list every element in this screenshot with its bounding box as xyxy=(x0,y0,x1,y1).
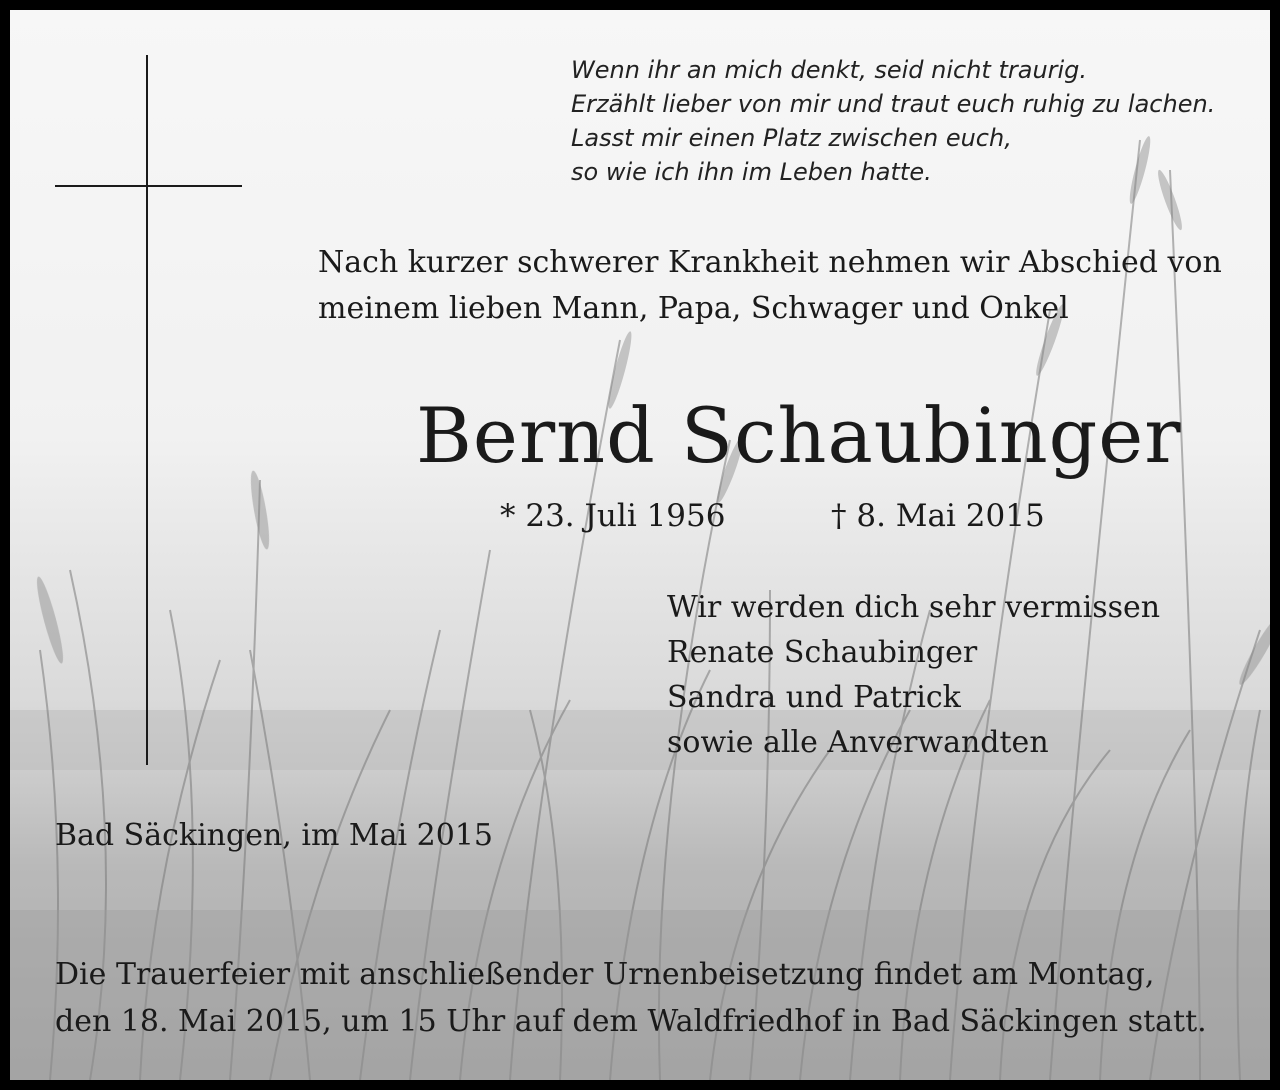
ceremony-notice xyxy=(55,951,1207,1045)
poem-line: Wenn ihr an mich denkt, seid nicht traurig. xyxy=(571,56,1088,84)
ceremony-line: den 18. Mai 2015, um 15 Uhr auf dem Waldfriedhof in Bad Säckingen statt. xyxy=(55,1004,1207,1039)
place-date: Bad Säckingen, im Mai 2015 xyxy=(55,818,494,853)
signature-line: sowie alle Anverwandten xyxy=(667,725,1049,760)
intro-line: Nach kurzer schwerer Krankheit nehmen wir Abschied von xyxy=(318,245,1222,280)
obituary-card xyxy=(10,10,1270,1080)
poem-line: Erzählt lieber von mir und traut euch ruhig zu lachen. xyxy=(571,90,1216,118)
signature-block xyxy=(667,585,1160,765)
poem xyxy=(571,53,1215,189)
birth-date: * 23. Juli 1956 xyxy=(500,498,726,534)
signature-line: Renate Schaubinger xyxy=(667,635,978,670)
poem-line: so wie ich ihn im Leben hatte. xyxy=(571,158,932,186)
death-date: † 8. Mai 2015 xyxy=(831,498,1045,534)
signature-line: Sandra und Patrick xyxy=(667,680,961,715)
poem-line: Lasst mir einen Platz zwischen euch, xyxy=(571,124,1012,152)
ceremony-line: Die Trauerfeier mit anschließender Urnenbeisetzung findet am Montag, xyxy=(55,957,1155,992)
intro-line: meinem lieben Mann, Papa, Schwager und Onkel xyxy=(318,291,1069,326)
deceased-name: Bernd Schaubinger xyxy=(416,391,1182,480)
intro-text xyxy=(318,240,1222,332)
cross-icon xyxy=(50,50,250,770)
signature-line: Wir werden dich sehr vermissen xyxy=(667,590,1161,625)
